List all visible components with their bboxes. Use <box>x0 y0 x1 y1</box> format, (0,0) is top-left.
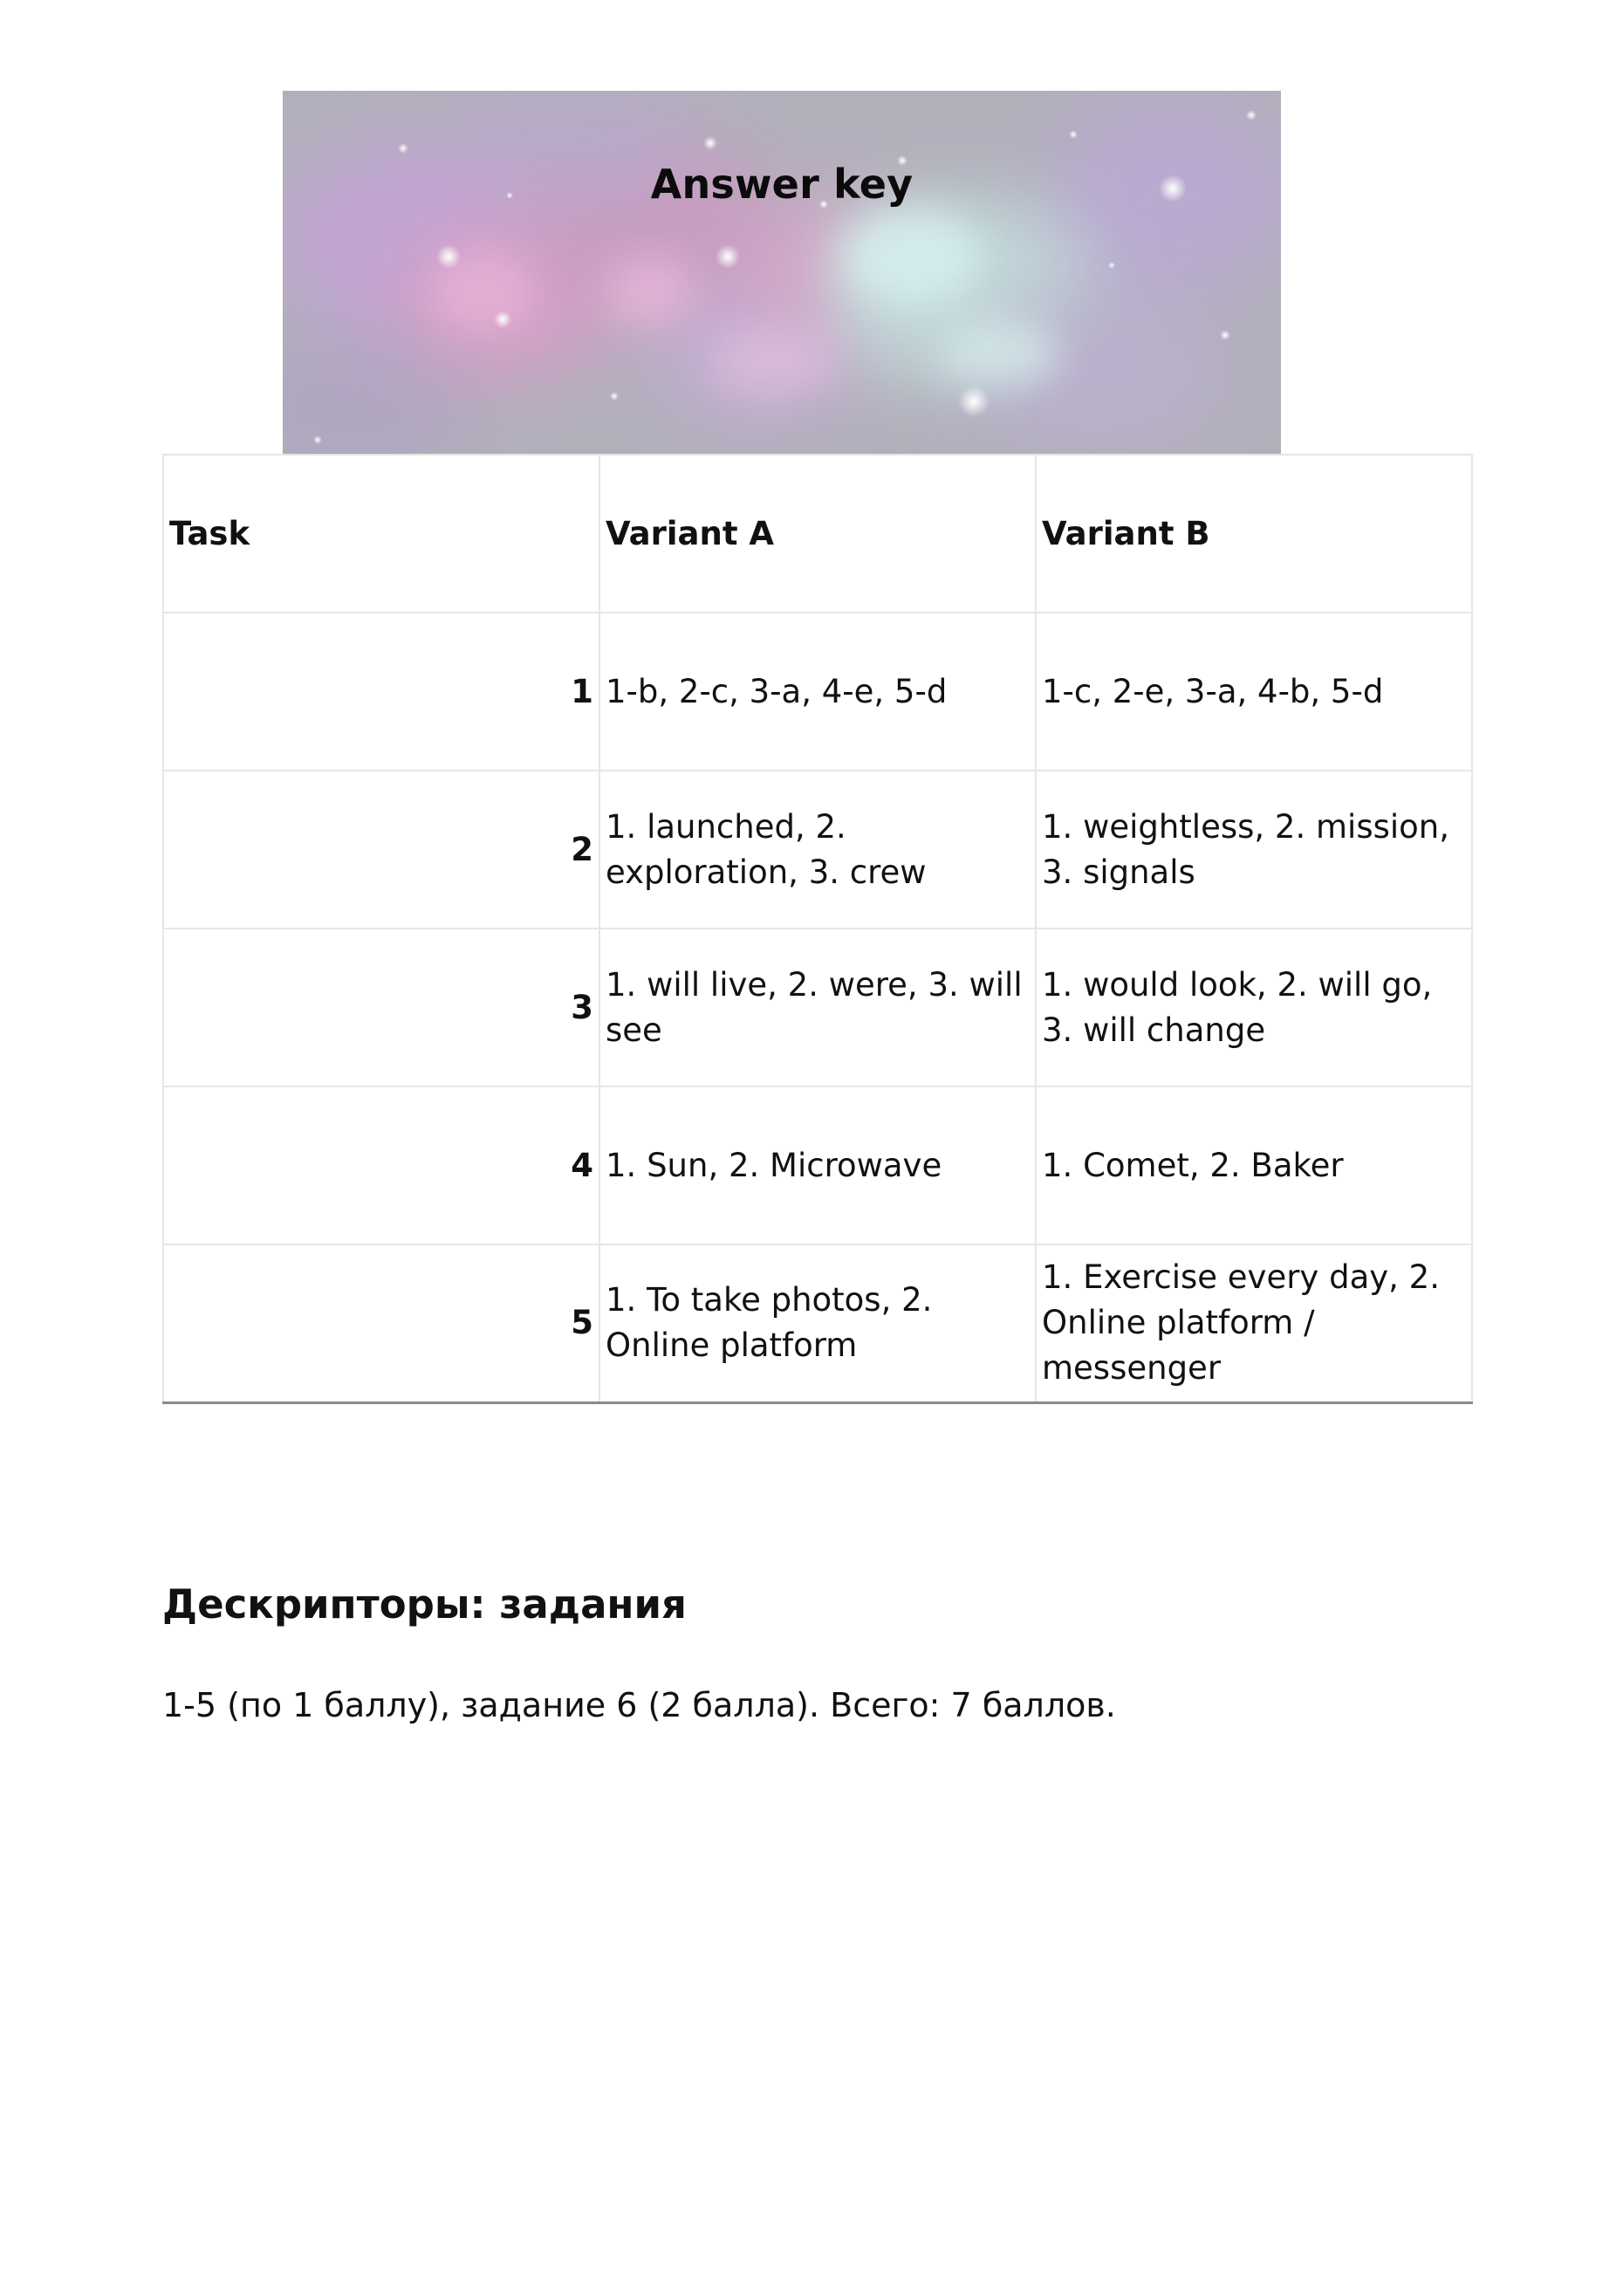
variant-a-answer-cell: 1-b, 2-c, 3-a, 4-e, 5-d <box>599 613 1036 771</box>
variant-b-answer-cell: 1. weightless, 2. mission, 3. signals <box>1036 771 1472 929</box>
column-header-task: Task <box>163 455 599 613</box>
task-number-cell: 5 <box>163 1244 599 1402</box>
variant-b-answer-cell: 1-c, 2-e, 3-a, 4-b, 5-d <box>1036 613 1472 771</box>
table-row <box>163 1244 1472 1402</box>
variant-b-answer-cell: 1. would look, 2. will go, 3. will change <box>1036 929 1472 1086</box>
column-header-variant-b: Variant B <box>1036 455 1472 613</box>
answer-key-table <box>162 454 1473 1404</box>
variant-b-answer-cell: 1. Comet, 2. Baker <box>1036 1086 1472 1244</box>
descriptors-text: 1-5 (по 1 баллу), задание 6 (2 балла). Всего: 7 баллов. <box>162 1686 1116 1724</box>
task-number-cell: 1 <box>163 613 599 771</box>
header-banner <box>283 91 1281 454</box>
table-row <box>163 929 1472 1086</box>
column-header-variant-a: Variant A <box>599 455 1036 613</box>
variant-b-answer-cell: 1. Exercise every day, 2. Online platform / messenger <box>1036 1244 1472 1402</box>
table-row <box>163 613 1472 771</box>
variant-a-answer-cell: 1. To take photos, 2. Online platform <box>599 1244 1036 1402</box>
task-number-cell: 3 <box>163 929 599 1086</box>
table-row <box>163 771 1472 929</box>
variant-a-answer-cell: 1. will live, 2. were, 3. will see <box>599 929 1036 1086</box>
table-row <box>163 1086 1472 1244</box>
variant-a-answer-cell: 1. Sun, 2. Microwave <box>599 1086 1036 1244</box>
task-number-cell: 4 <box>163 1086 599 1244</box>
page-title: Answer key <box>650 161 914 208</box>
nebula-background-image <box>283 91 1281 454</box>
variant-a-answer-cell: 1. launched, 2. exploration, 3. crew <box>599 771 1036 929</box>
descriptors-heading: Дескрипторы: задания <box>162 1581 687 1628</box>
task-number-cell: 2 <box>163 771 599 929</box>
table-header-row <box>163 455 1472 613</box>
